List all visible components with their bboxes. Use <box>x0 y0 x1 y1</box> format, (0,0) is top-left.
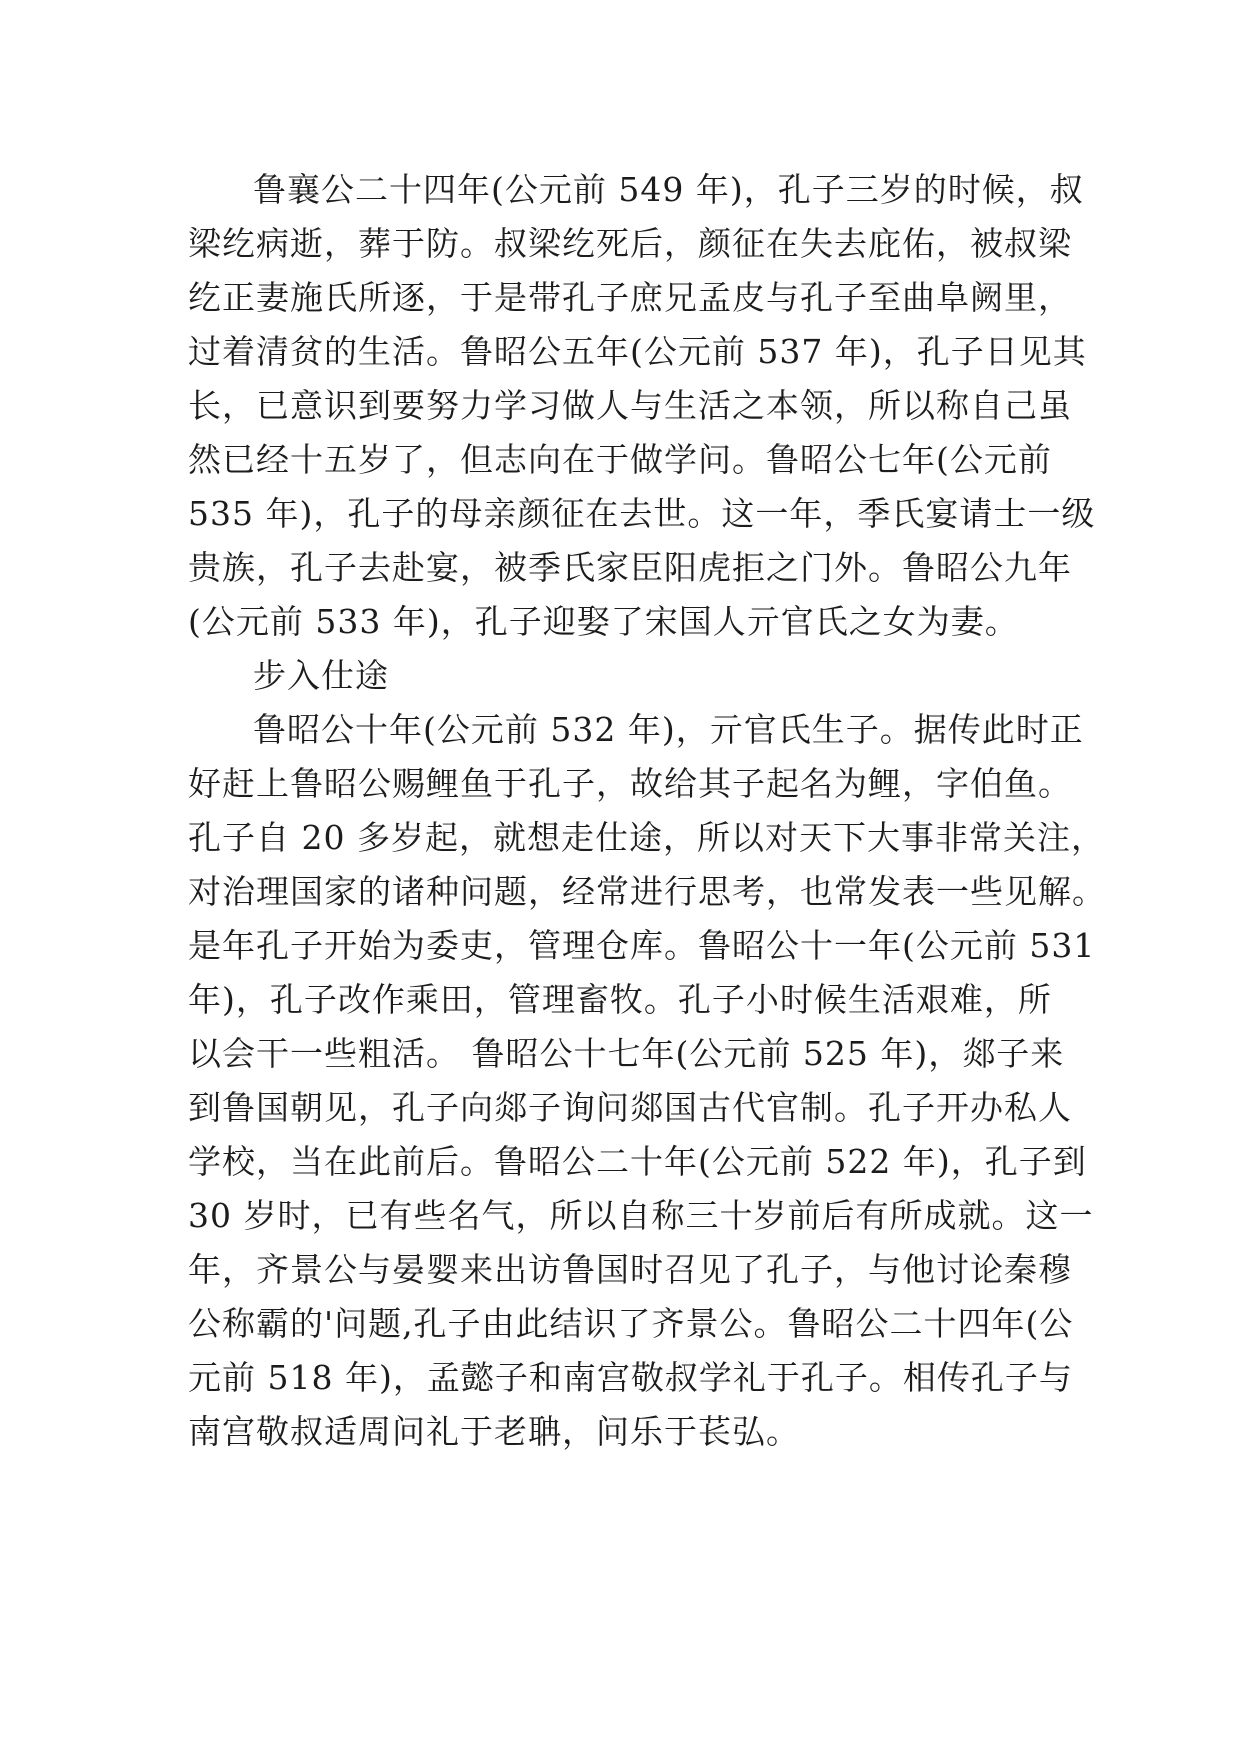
text-line: 南宫敬叔适周问礼于老聃，问乐于苌弘。 <box>188 1412 800 1451</box>
text-line: 学校，当在此前后。鲁昭公二十年(公元前 522 年)，孔子到 <box>188 1142 1087 1181</box>
text-line: 到鲁国朝见，孔子向郯子询问郯国古代官制。孔子开办私人 <box>188 1088 1072 1127</box>
text-line: 梁纥病逝，葬于防。叔梁纥死后，颜征在失去庇佑，被叔梁 <box>188 224 1072 263</box>
text-line: 鲁襄公二十四年(公元前 549 年)，孔子三岁的时候，叔 <box>253 170 1084 209</box>
text-line: 30 岁时，已有些名气，所以自称三十岁前后有所成就。这一 <box>188 1196 1094 1235</box>
text-line: 元前 518 年)，孟懿子和南宫敬叔学礼于孔子。相传孔子与 <box>188 1358 1073 1397</box>
text-line: 以会干一些粗活。 鲁昭公十七年(公元前 525 年)，郯子来 <box>188 1034 1065 1073</box>
text-line: 年，齐景公与晏婴来出访鲁国时召见了孔子，与他讨论秦穆 <box>188 1250 1072 1289</box>
text-line: 对治理国家的诸种问题，经常进行思考，也常发表一些见解。 <box>188 872 1106 911</box>
text-line: 贵族，孔子去赴宴，被季氏家臣阳虎拒之门外。鲁昭公九年 <box>188 548 1072 587</box>
text-line: 孔子自 20 多岁起，就想走仕途，所以对天下大事非常关注， <box>188 818 1105 857</box>
text-line: (公元前 533 年)，孔子迎娶了宋国人亓官氏之女为妻。 <box>188 602 1019 641</box>
text-line: 好赶上鲁昭公赐鲤鱼于孔子，故给其子起名为鲤，字伯鱼。 <box>188 764 1072 803</box>
text-line: 过着清贫的生活。鲁昭公五年(公元前 537 年)，孔子日见其 <box>188 332 1087 371</box>
text-line: 纥正妻施氏所逐，于是带孔子庶兄孟皮与孔子至曲阜阙里， <box>188 278 1072 317</box>
text-line: 公称霸的'问题,孔子由此结识了齐景公。鲁昭公二十四年(公 <box>188 1304 1074 1343</box>
section-heading: 步入仕途 <box>253 656 389 695</box>
text-line: 然已经十五岁了，但志向在于做学问。鲁昭公七年(公元前 <box>188 440 1052 479</box>
text-line: 年)，孔子改作乘田，管理畜牧。孔子小时候生活艰难，所 <box>188 980 1052 1019</box>
text-line: 鲁昭公十年(公元前 532 年)，亓官氏生子。据传此时正 <box>253 710 1084 749</box>
text-line: 535 年)，孔子的母亲颜征在去世。这一年，季氏宴请士一级 <box>188 494 1096 533</box>
text-line: 是年孔子开始为委吏，管理仓库。鲁昭公十一年(公元前 531 <box>188 926 1096 965</box>
text-line: 长，已意识到要努力学习做人与生活之本领，所以称自己虽 <box>188 386 1072 425</box>
